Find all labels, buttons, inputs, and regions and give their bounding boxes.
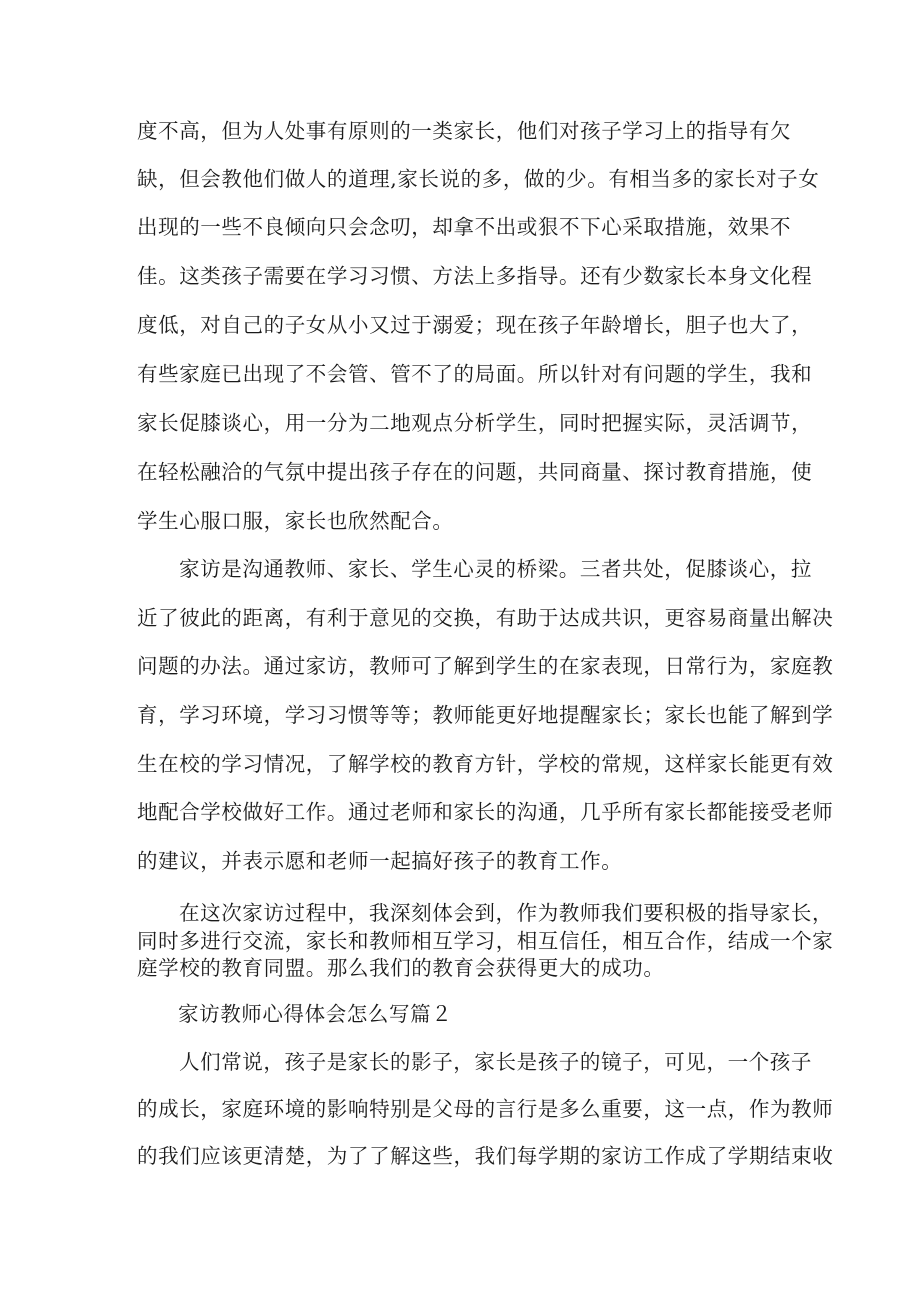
paragraph-line: 出现的一些不良倾向只会念叨，却拿不出或狠不下心采取措施，效果不 — [137, 215, 792, 239]
paragraph-line: 近了彼此的距离，有利于意见的交换，有助于达成共识，更容易商量出解决 — [137, 606, 834, 630]
paragraph-line: 度低，对自己的子女从小又过于溺爱；现在孩子年龄增长，胆子也大了， — [137, 313, 813, 337]
paragraph-line: 育，学习环境，学习习惯等等；教师能更好地提醒家长；家长也能了解到学 — [137, 703, 834, 727]
paragraph-line: 地配合学校做好工作。通过老师和家长的沟通，几乎所有家长都能接受老师 — [137, 800, 834, 824]
paragraph-line: 家长促膝谈心，用一分为二地观点分析学生，同时把握实际，灵活调节， — [137, 411, 813, 435]
paragraph-line: 问题的办法。通过家访，教师可了解到学生的在家表现，日常行为，家庭教 — [137, 654, 834, 678]
paragraph-line: 人们常说，孩子是家长的影子，家长是孩子的镜子，可见，一个孩子 — [179, 1050, 812, 1074]
paragraph-line: 生在校的学习情况，了解学校的教育方针，学校的常规，这样家长能更有效 — [137, 752, 834, 776]
paragraph-line: 在轻松融洽的气氛中提出孩子存在的问题，共同商量、探讨教育措施，使 — [137, 460, 813, 484]
paragraph-line: 庭学校的教育同盟。那么我们的教育会获得更大的成功。 — [137, 956, 665, 980]
paragraph-line: 在这次家访过程中，我深刻体会到，作为教师我们要积极的指导家长， — [179, 901, 834, 925]
paragraph-line: 度不高，但为人处事有原则的一类家长，他们对孩子学习上的指导有欠 — [137, 119, 792, 143]
section-heading: 家访教师心得体会怎么写篇２ — [178, 1002, 453, 1026]
paragraph-line: 同时多进行交流，家长和教师相互学习，相互信任，相互合作，结成一个家 — [137, 929, 834, 953]
paragraph-line: 佳。这类孩子需要在学习习惯、方法上多指导。还有少数家长本身文化程 — [137, 264, 813, 288]
paragraph-line: 的我们应该更清楚，为了了解这些，我们每学期的家访工作成了学期结束收 — [137, 1144, 834, 1168]
paragraph-line: 缺，但会教他们做人的道理,家长说的多，做的少。有相当多的家长对子女 — [137, 167, 820, 191]
paragraph-line: 有些家庭已出现了不会管、管不了的局面。所以针对有问题的学生，我和 — [137, 362, 813, 386]
paragraph-line: 学生心服口服，家长也欣然配合。 — [137, 509, 454, 533]
paragraph-line: 家访是沟通教师、家长、学生心灵的桥梁。三者共处，促膝谈心，拉 — [179, 557, 812, 581]
paragraph-line: 的成长，家庭环境的影响特别是父母的言行是多么重要，这一点，作为教师 — [137, 1097, 834, 1121]
paragraph-line: 的建议，并表示愿和老师一起搞好孩子的教育工作。 — [137, 849, 623, 873]
